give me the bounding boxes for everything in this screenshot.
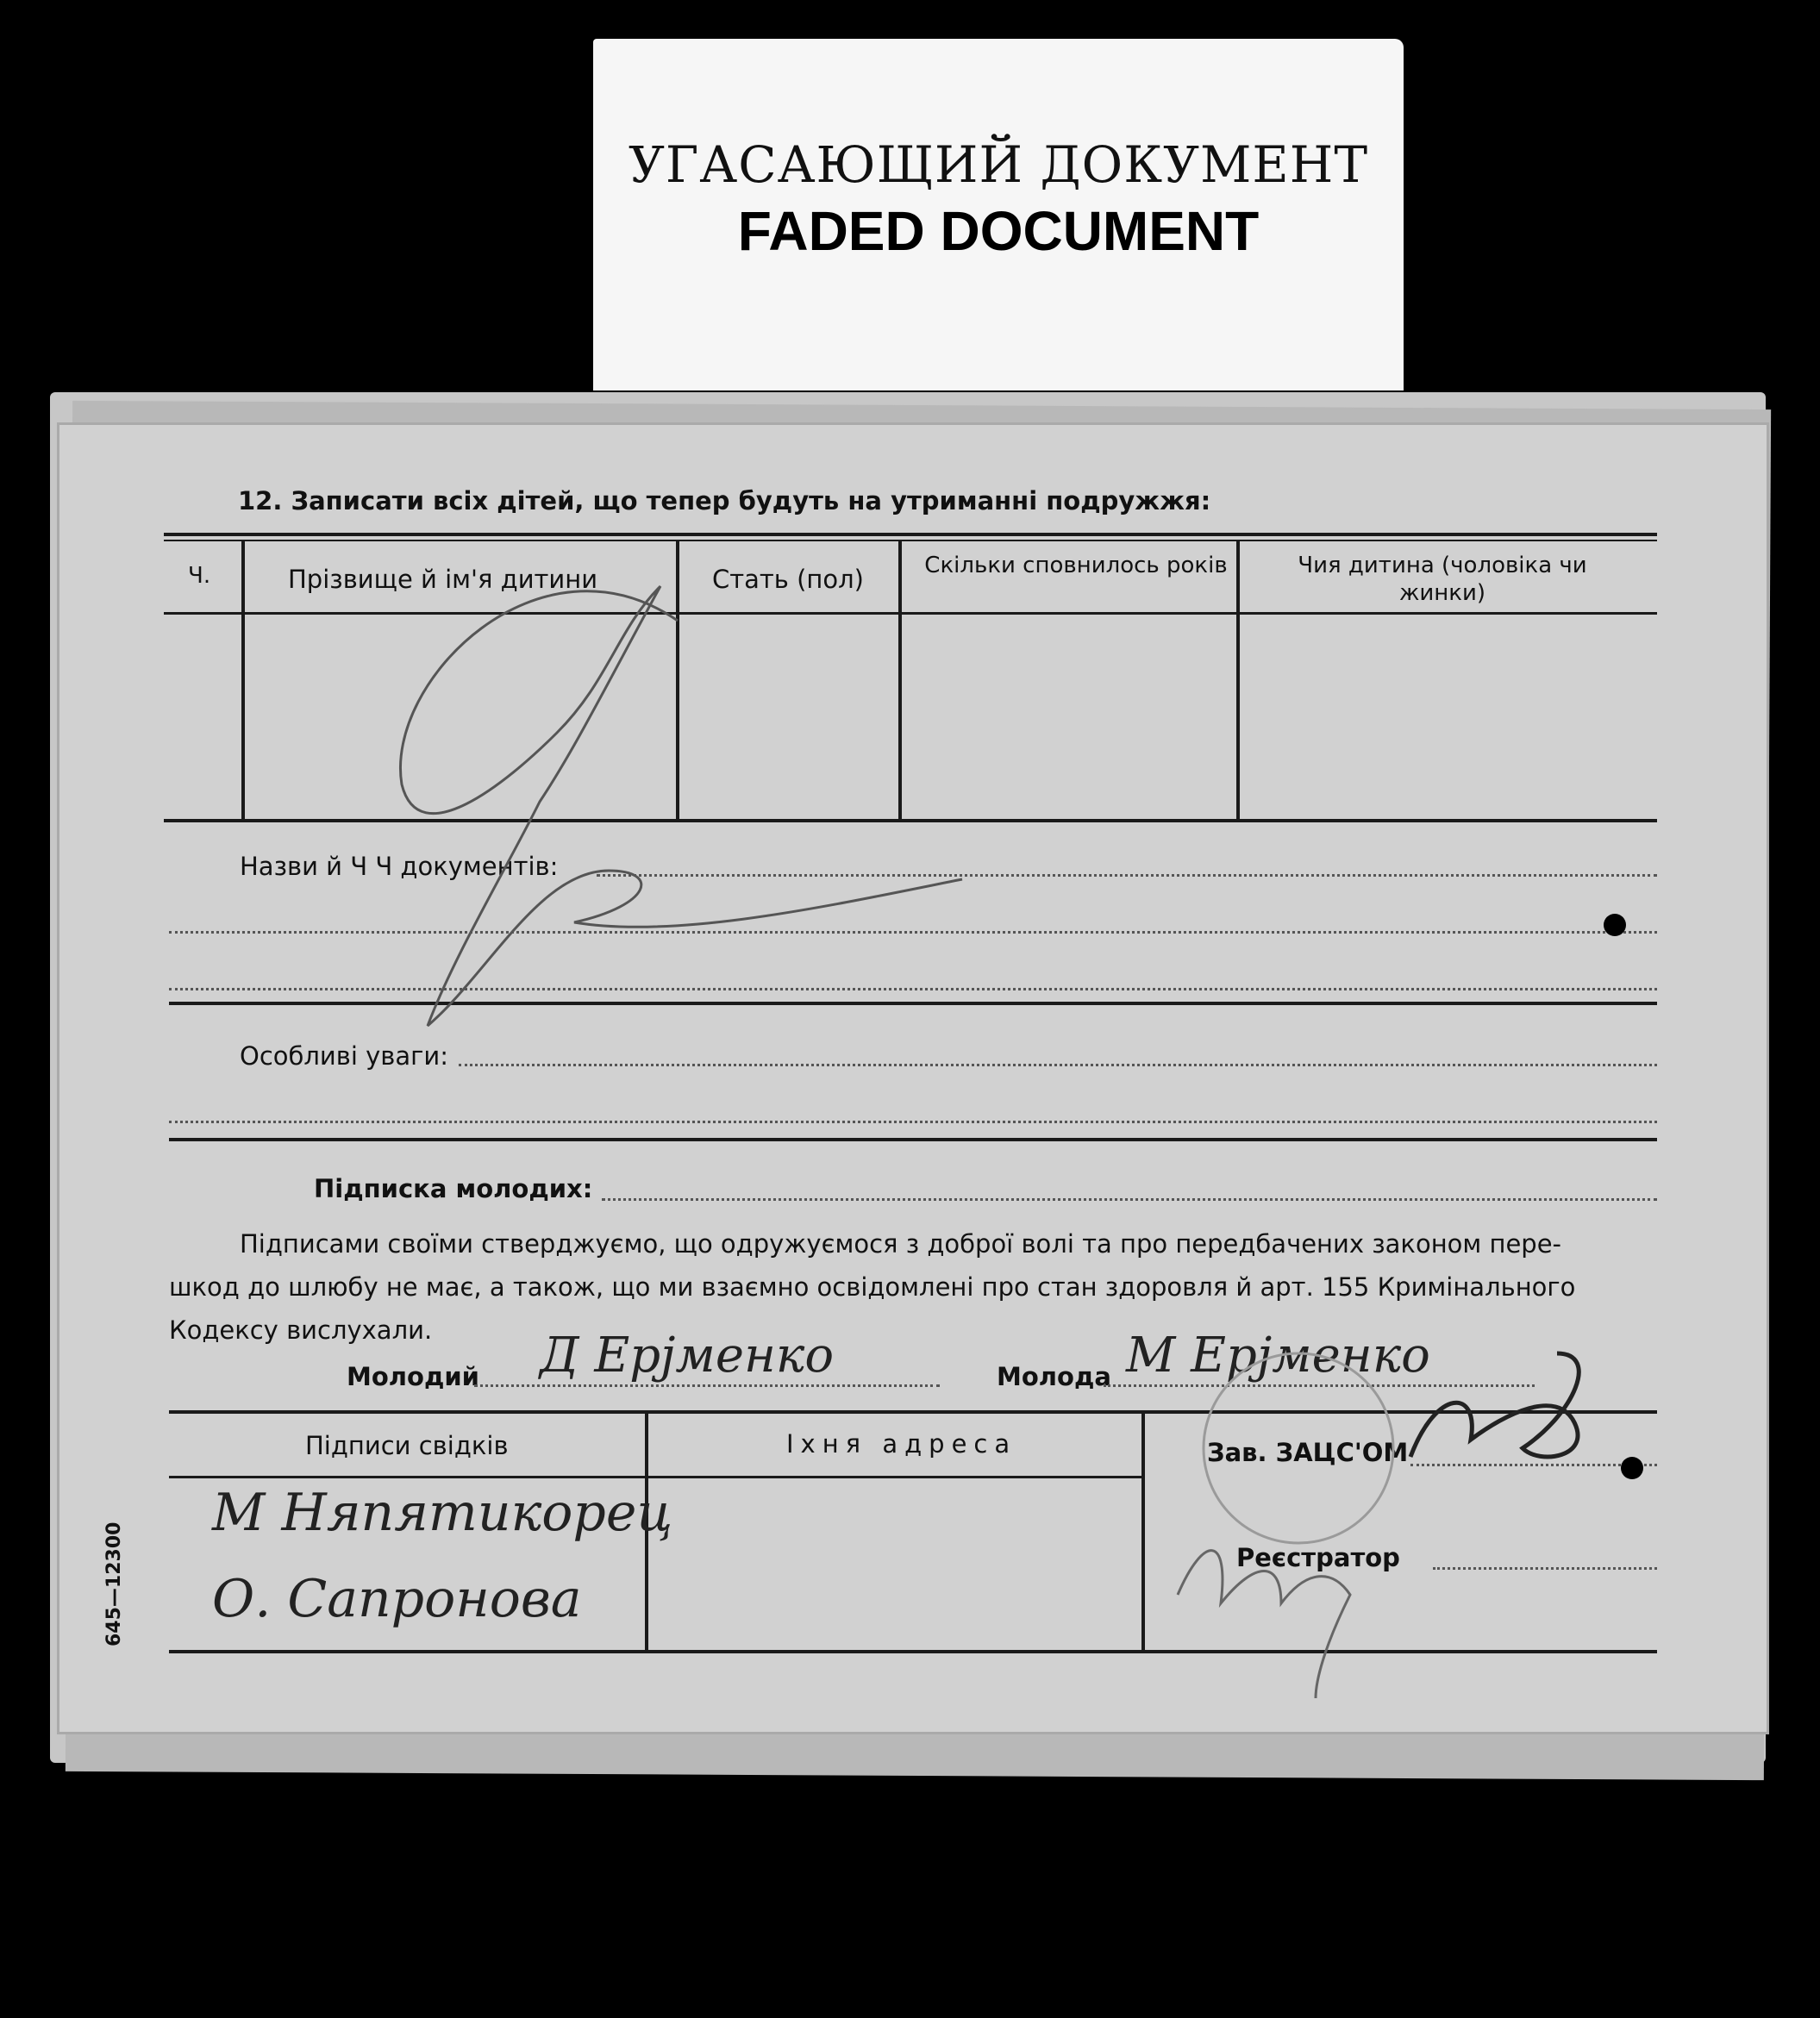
bride-label: Молода [997,1362,1111,1391]
col-header-age: Скільки сповнилось років [924,553,1228,578]
documents-label: Назви й Ч Ч документів: [240,852,559,881]
registrar-label: Реєстратор [1236,1543,1400,1572]
witness-signature-1: М Няпятикорец [212,1483,673,1543]
groom-label: Молодий [347,1362,480,1391]
bride-signature: М Ерjменко [1126,1328,1430,1384]
witness-header-signatures: Підписи свідків [305,1431,509,1460]
cancellation-strike-and-marks [57,422,1769,1734]
section-12-title: 12. Записати всіх дітей, що тепер будуть на утриманні подружжя: [238,486,1211,515]
col-header-whose-child: Чия дитина (чоловіка чи жинки) [1298,553,1587,606]
punch-hole-1 [1604,914,1626,936]
witness-header-address: Іхня адреса [786,1429,1017,1459]
head-of-registry-label: Зав. ЗАЦС'ОМ [1207,1438,1409,1467]
col-header-sex: Стать (пол) [712,565,864,594]
col-header-child-name: Прізвище й ім'я дитини [288,565,598,594]
consent-line-1: Підписами своїми стверджуємо, що одружуємося з доброї волі та про передбачених законом пере- [240,1229,1562,1259]
form-code: 645—12300 [103,1521,125,1646]
consent-line-3: Кодексу вислухали. [169,1315,433,1345]
form-page [57,422,1769,1734]
signature-heading: Підписка молодих: [314,1174,593,1203]
label-line-en: FADED DOCUMENT [737,200,1260,262]
notes-label: Особливі уваги: [240,1041,449,1071]
label-line-ru: УГАСАЮЩИЙ ДОКУМЕНТ [628,135,1369,194]
witness-signature-2: О. Сапронова [212,1569,582,1629]
punch-hole-2 [1621,1457,1643,1479]
consent-line-2: шкод до шлюбу не має, а також, що ми взаємно освідомлені про стан здоровля й арт. 155 Кримінального [169,1272,1576,1302]
faded-document-label [593,39,1404,390]
col-header-number: Ч. [188,563,211,589]
groom-signature: Д Ерjменко [540,1328,835,1384]
